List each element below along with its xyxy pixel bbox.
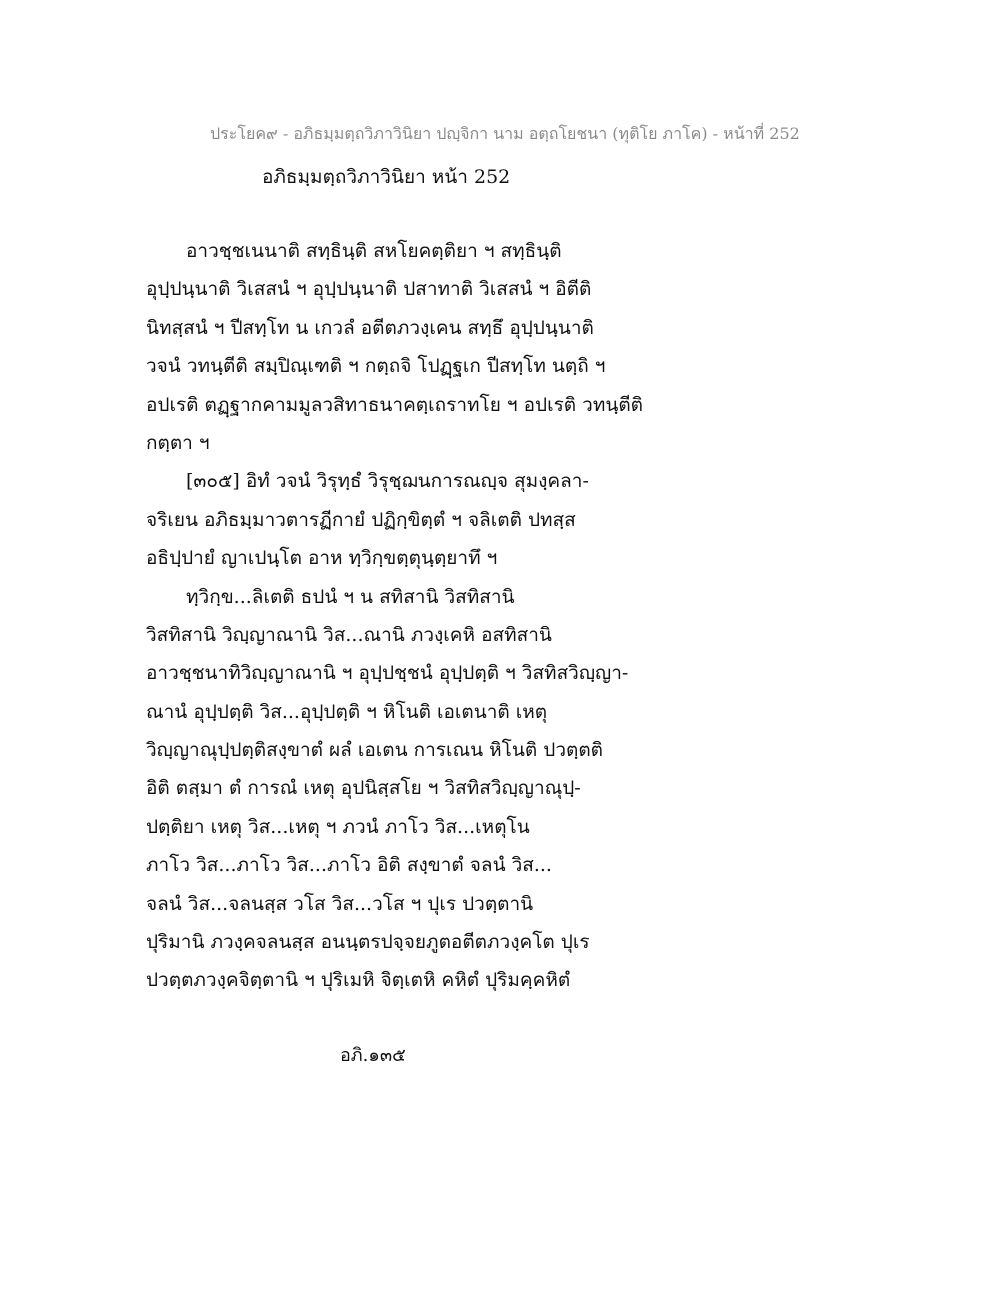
text-line: อาวชฺชเนนาติ สทฺธินฺติ สหโยคตฺติยา ฯ สทฺธินฺติ	[186, 240, 562, 262]
text-line: อุปฺปนฺนาติ วิเสสนํ ฯ อุปฺปนฺนาติ ปสาทาติ วิเสสนํ ฯ อิตีติ	[146, 278, 592, 301]
body-text	[146, 232, 706, 1000]
text-line: อิติ ตสฺมา ตํ การณํ เหตุ อุปนิสฺสโย ฯ วิสทิสวิญฺญาณุปฺ-	[146, 777, 581, 800]
text-line: อปเรติ ตฏฺฐากคามมูลวสิทาธนาคตฺเถราทโย ฯ อปเรติ วทนฺตีติ	[146, 393, 644, 416]
text-line: จริเยน อภิธมฺมาวตารฏีกายํ ปฏิกฺขิตฺตํ ฯ จลิเตติ ปทสฺส	[146, 508, 576, 531]
text-line: ปุริมานิ ภวงฺคจลนสฺส อนนฺตรปจฺจยภูตอตีตภวงฺคโต ปุเร	[146, 931, 590, 954]
page-title: อภิธมฺมตฺถวิภาวินิยา หน้า 252	[262, 166, 511, 188]
text-line: กตฺตา ฯ	[146, 431, 210, 454]
text-line: วจนํ วทนฺตีติ สมฺปิณฺเฑติ ฯ กตฺถจิ โปฏฺฐเก ปีสทฺโท นตฺถิ ฯ	[146, 355, 606, 378]
running-header: ประโยค๙ - อภิธมฺมตฺถวิภาวินิยา ปญฺจิกา นาม อตฺถโยชนา (ทุติโย ภาโค) - หน้าที่ 252	[210, 124, 800, 143]
text-line: ปวตฺตภวงฺคจิตฺตานิ ฯ ปุริเมหิ จิตฺเตหิ คหิตํ ปุริมคฺคหิตํ	[146, 969, 571, 992]
text-line: จลนํ วิส...จลนสฺส วโส วิส...วโส ฯ ปุเร ปวตฺตานิ	[146, 892, 534, 915]
text-line: อธิปฺปายํ ญาเปนฺโต อาห ทฺวิกฺขตฺตุนฺตฺยาทึ ฯ	[146, 547, 498, 570]
text-line: อาวชฺชนาทิวิญฺญาณานิ ฯ อุปฺปชฺชนํ อุปฺปตฺติ ฯ วิสทิสวิญฺญา-	[146, 662, 629, 685]
text-line: ภาโว วิส...ภาโว วิส...ภาโว อิติ สงฺขาตํ จลนํ วิส...	[146, 854, 552, 877]
text-line: นิทสฺสนํ ฯ ปีสทฺโท น เกวลํ อตีตภวงฺเคน สทฺธึ อุปฺปนฺนาติ	[146, 316, 594, 339]
text-line: วิญฺญาณุปฺปตฺติสงฺขาตํ ผลํ เอเตน การเณน หิโนติ ปวตฺตติ	[146, 739, 604, 762]
text-line: วิสทิสานิ วิญฺญาณานิ วิส...ณานิ ภวงฺเคหิ อสทิสานิ	[146, 623, 552, 646]
text-line: ปตฺติยา เหตุ วิส...เหตุ ฯ ภวนํ ภาโว วิส...เหตุโน	[146, 815, 530, 838]
text-line: ทฺวิกฺข...ลิเตติ ธปนํ ฯ น สทิสานิ วิสทิสานิ	[186, 585, 515, 608]
footer-reference: อภิ.๑๓๕	[340, 1045, 406, 1066]
text-line: [๓๐๕] อิทํ วจนํ วิรุทฺธํ วิรุชฺฌนการณญฺจ สุมงฺคลา-	[186, 470, 589, 493]
text-line: ณานํ อุปฺปตฺติ วิส...อุปฺปตฺติ ฯ หิโนติ เอเตนาติ เหตุ	[146, 700, 548, 723]
